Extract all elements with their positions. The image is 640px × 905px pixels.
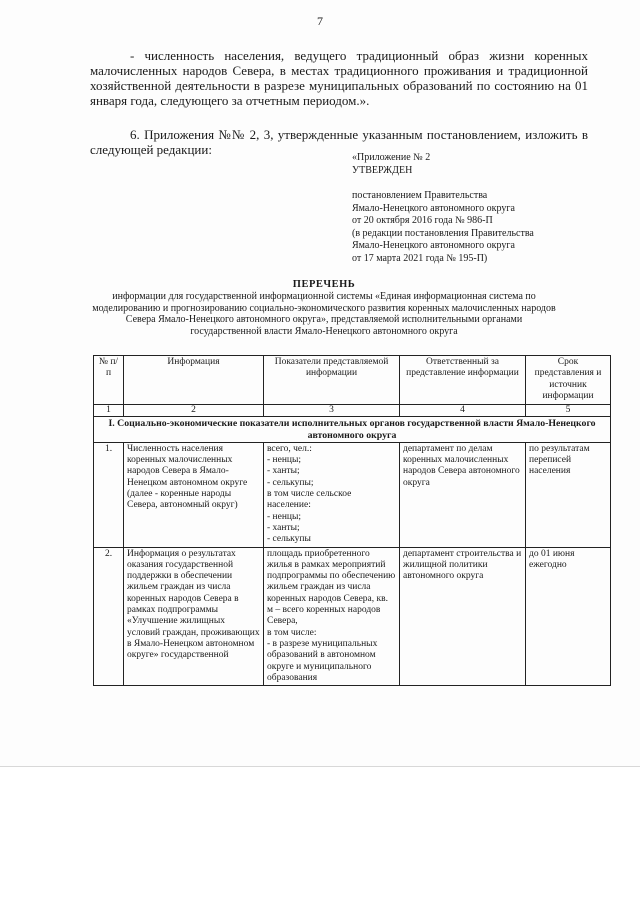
row-indicators: площадь приобретенного жилья в рамках мероприятий подпрограммы по обеспечению жильем граждан из числа коренных народов Севера, кв. м – всего коренных народов Севера, в том числе: - в разрезе муниципальных образований в автономном округе и муниципального образования xyxy=(264,547,400,686)
section-row xyxy=(94,417,611,443)
col-number: 1 xyxy=(94,405,124,417)
row-info: Информация о результатах оказания государственной поддержки в обеспечении жильем граждан из числа коренных народов Севера в рамках подпрограммы «Улучшение жилищных условий граждан, проживающих в Ямало-Ненецком автономном округе» государственной xyxy=(124,547,264,686)
row-info: Численность населения коренных малочисленных народов Севера в Ямало-Ненецком автономном округе (далее - коренные народы Севера, автономный округ) xyxy=(124,442,264,547)
document-subtitle: информации для государственной информационной системы «Единая информационная система по моделированию и прогнозированию социально-экономического развития коренных малочисленных народов Севера Ямало-Ненецкого автономного округа», представляемой исполнительными органами государственной власти Ямало-Ненецкого автономного округа xyxy=(92,291,556,337)
approval-line: постановлением Правительства xyxy=(352,190,488,201)
approval-block xyxy=(352,152,602,265)
col-number: 2 xyxy=(124,405,264,417)
table-row xyxy=(94,442,611,547)
row-num: 1. xyxy=(94,442,124,547)
row-deadline: по результатам переписей населения xyxy=(526,442,611,547)
header-num: № п/п xyxy=(94,356,124,405)
col-number: 3 xyxy=(264,405,400,417)
header-deadline: Срок представления и источник информации xyxy=(526,356,611,405)
approval-line: от 17 марта 2021 года № 195-П) xyxy=(352,252,488,264)
table-header-row xyxy=(94,356,611,405)
row-num: 2. xyxy=(94,547,124,686)
approval-approved: УТВЕРЖДЕН xyxy=(352,164,413,176)
column-numbers-row xyxy=(94,405,611,417)
row-responsible: департамент по делам коренных малочисленных народов Севера автономного округа xyxy=(400,442,526,547)
approval-line: Ямало-Ненецкого автономного округа xyxy=(352,240,515,251)
page-number: 7 xyxy=(317,14,323,28)
paragraph-population: - численность населения, ведущего традиционный образ жизни коренных малочисленных народов Севера, в местах традиционного проживания и традиционной хозяйственной деятельности в разрезе муниципальных образований по состоянию на 01 января года, следующего за отчетным периодом.». xyxy=(90,48,588,108)
approval-line: (в редакции постановления Правительства xyxy=(352,227,534,239)
row-deadline: до 01 июня ежегодно xyxy=(526,547,611,686)
row-indicators: всего, чел.: - ненцы; - ханты; - селькупы; в том числе сельское население: - ненцы; - ханты; - селькупы xyxy=(264,442,400,547)
approval-line: от 20 октября 2016 года № 986-П xyxy=(352,215,493,226)
table-row xyxy=(94,547,611,686)
approval-line: Ямало-Ненецкого автономного округа xyxy=(352,202,515,214)
row-responsible: департамент строительства и жилищной политики автономного округа xyxy=(400,547,526,686)
document-title: ПЕРЕЧЕНЬ xyxy=(292,279,356,290)
approval-appendix: «Приложение № 2 xyxy=(352,152,431,163)
col-number: 4 xyxy=(400,405,526,417)
header-responsible: Ответственный за представление информации xyxy=(400,356,526,405)
section-heading: I. Социально-экономические показатели исполнительных органов государственной власти Ямало-Ненецкого автономного округа xyxy=(94,417,611,443)
header-indicators: Показатели представляемой информации xyxy=(264,356,400,405)
col-number: 5 xyxy=(526,405,611,417)
paragraph-amendment: 6. Приложения №№ 2, 3, утвержденные указанным постановлением, изложить в следующей редакции: xyxy=(90,127,588,157)
header-info: Информация xyxy=(124,356,264,405)
info-table xyxy=(93,355,611,686)
